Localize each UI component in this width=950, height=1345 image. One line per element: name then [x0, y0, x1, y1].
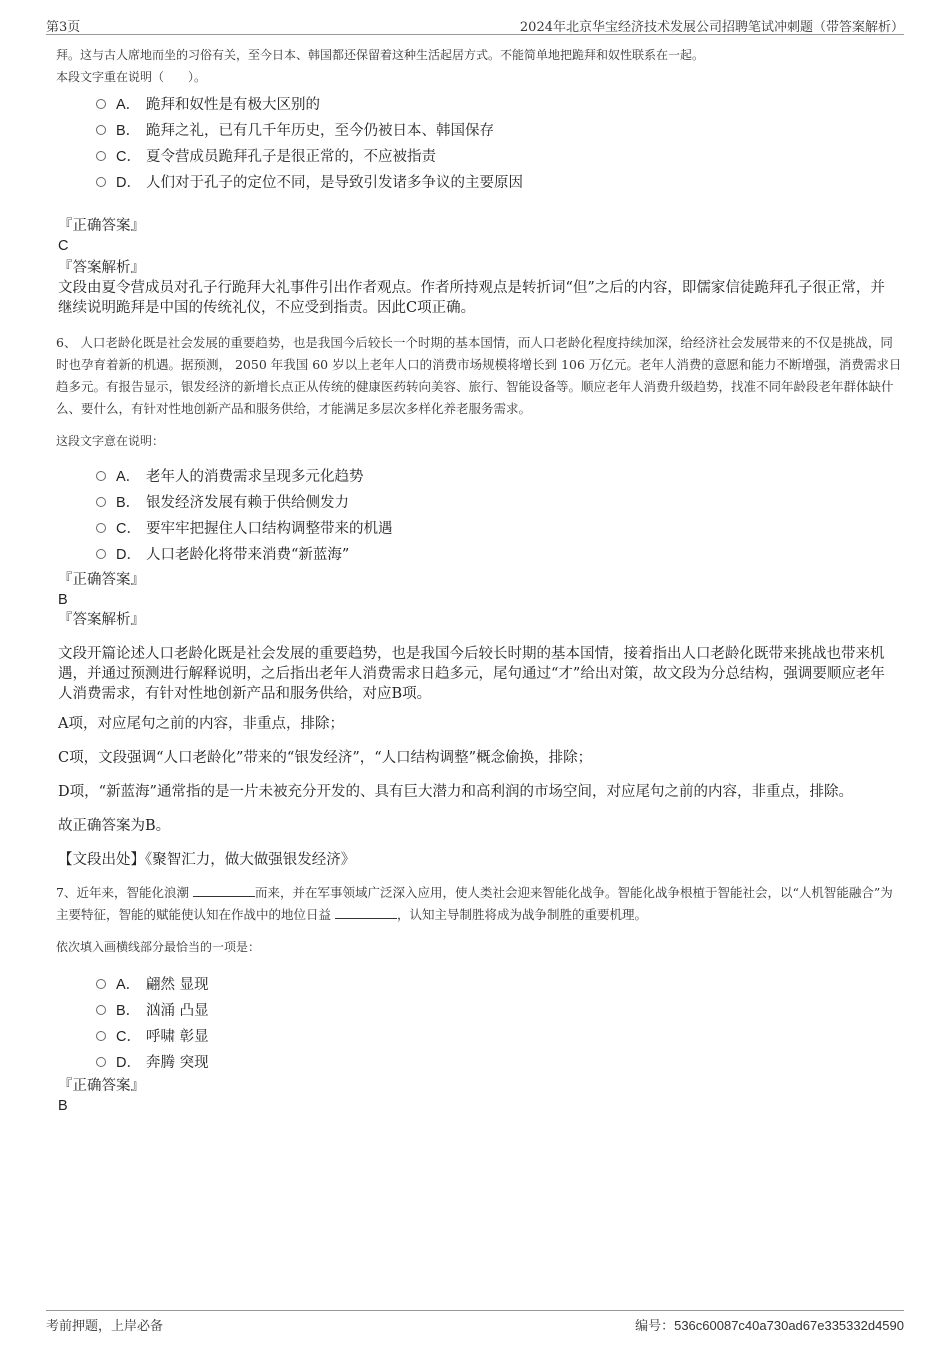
- radio-icon[interactable]: [96, 979, 106, 989]
- page-header: [46, 14, 904, 35]
- q6-answer-label: 『正确答案』: [58, 572, 145, 588]
- q6-answer: B: [58, 592, 68, 608]
- page-content: [56, 44, 902, 1116]
- radio-icon[interactable]: [96, 1057, 106, 1067]
- q5-analysis-label: 『答案解析』: [58, 260, 145, 276]
- q7-option-b[interactable]: B． 汹涌 凸显: [96, 998, 902, 1024]
- radio-icon[interactable]: [96, 177, 106, 187]
- page-number: 第3页: [46, 20, 81, 35]
- radio-icon[interactable]: [96, 125, 106, 135]
- fill-blank-1: [193, 884, 255, 897]
- q7-options: [96, 972, 902, 1076]
- q6-analysis-p3: C项，文段强调“人口老龄化”带来的“银发经济”，“人口结构调整”概念偷换，排除；: [58, 750, 593, 766]
- q6-option-d[interactable]: D． 人口老龄化将带来消费“新蓝海”: [96, 542, 902, 568]
- radio-icon[interactable]: [96, 549, 106, 559]
- q6-stem: 6、 人口老龄化既是社会发展的重要趋势，也是我国今后较长一个时期的基本国情，而人口老龄化程度持续加深，给经济社会发展带来的不仅是挑战，同时也孕育着新的机遇。据预测， 2050 年我国 60 岁以上老年人口的消费市场规模将增长到 106 万亿元。老年人消费的意愿和能力不断增强，消费需求日趋多元。有报告显示，银发经济的新增长点正从传统的健康医药转向美容、旅行、智能设备等。顺应老年人消费升级趋势，找准不同年龄段老年群体缺什么、要什么，有针对性地创新产品和服务供给，才能满足多层次多样化养老服务需求。: [56, 335, 902, 416]
- q7-prompt: 依次填入画横线部分最恰当的一项是：: [56, 940, 261, 954]
- q7-stem: 7、近年来，智能化浪潮 而来，并在军事领域广泛深入应用，使人类社会迎来智能化战争。智能化战争根植于智能社会，以“人机智能融合”为主要特征，智能的赋能使认知在作战中的地位日益 ，认知主导制胜将成为战争制胜的重要机理。: [56, 885, 893, 922]
- q6-analysis-p4: D项，“新蓝海”通常指的是一片未被充分开发的、具有巨大潜力和高利润的市场空间，对应尾句之前的内容，非重点，排除。: [58, 784, 853, 800]
- q7-option-a[interactable]: A． 翩然 显现: [96, 972, 902, 998]
- q7-answer: B: [58, 1098, 68, 1114]
- q5-prompt: 本段文字重在说明（ ）。: [56, 70, 207, 84]
- q6-option-b[interactable]: B． 银发经济发展有赖于供给侧发力: [96, 490, 902, 516]
- q7-option-d[interactable]: D． 奔腾 突现: [96, 1050, 902, 1076]
- radio-icon[interactable]: [96, 99, 106, 109]
- q7-option-c[interactable]: C． 呼啸 彰显: [96, 1024, 902, 1050]
- document-title: 2024年北京华宝经济技术发展公司招聘笔试冲刺题（带答案解析）: [519, 20, 904, 35]
- q6-option-c[interactable]: C． 要牢牢把握住人口结构调整带来的机遇: [96, 516, 902, 542]
- radio-icon[interactable]: [96, 471, 106, 481]
- q6-analysis-label: 『答案解析』: [58, 612, 145, 628]
- q6-options: [96, 464, 902, 568]
- document-code: 编号：536c60087c40a730ad67e335332d4590: [635, 1318, 904, 1334]
- q5-option-c[interactable]: C． 夏令营成员跪拜孔子是很正常的，不应被指责: [96, 144, 902, 170]
- q5-options: [96, 92, 902, 196]
- q6-source: 【文段出处】《聚智汇力，做大做强银发经济》: [58, 852, 356, 868]
- q5-option-d[interactable]: D． 人们对于孔子的定位不同，是导致引发诸多争议的主要原因: [96, 170, 902, 196]
- q6-analysis-p2: A项，对应尾句之前的内容，非重点，排除；: [58, 716, 344, 732]
- q6-prompt: 这段文字意在说明：: [56, 434, 165, 448]
- q5-option-b[interactable]: B． 跪拜之礼，已有几千年历史，至今仍被日本、韩国保存: [96, 118, 902, 144]
- q5-analysis: 文段由夏令营成员对孔子行跪拜大礼事件引出作者观点。作者所持观点是转折词“但”之后的内容，即儒家信徒跪拜孔子很正常，并继续说明跪拜是中国的传统礼仪，不应受到指责。因此C项正确。: [58, 280, 885, 316]
- page-footer: [46, 1310, 904, 1333]
- q7-answer-label: 『正确答案』: [58, 1078, 145, 1094]
- radio-icon[interactable]: [96, 497, 106, 507]
- q5-answer: C: [58, 238, 69, 254]
- q5-answer-label: 『正确答案』: [58, 218, 145, 234]
- radio-icon[interactable]: [96, 151, 106, 161]
- q6-option-a[interactable]: A． 老年人的消费需求呈现多元化趋势: [96, 464, 902, 490]
- q6-analysis-p1: 文段开篇论述人口老龄化既是社会发展的重要趋势，也是我国今后较长时期的基本国情，接着指出人口老龄化既带来挑战也带来机遇，并通过预测进行解释说明，之后指出老年人消费需求日趋多元，尾句通过“才”给出对策，故文段为分总结构，强调要顺应老年人消费需求，有针对性地创新产品和服务供给，对应B项。: [58, 646, 885, 702]
- q5-option-a[interactable]: A． 跪拜和奴性是有极大区别的: [96, 92, 902, 118]
- radio-icon[interactable]: [96, 1031, 106, 1041]
- radio-icon[interactable]: [96, 1005, 106, 1015]
- radio-icon[interactable]: [96, 523, 106, 533]
- footer-slogan: 考前押题，上岸必备: [46, 1319, 164, 1334]
- q6-analysis-p5: 故正确答案为B。: [58, 818, 171, 834]
- q5-continuation: 拜。这与古人席地而坐的习俗有关，至今日本、韩国都还保留着这种生活起居方式。不能简单地把跪拜和奴性联系在一起。: [56, 48, 705, 62]
- fill-blank-2: [335, 906, 397, 919]
